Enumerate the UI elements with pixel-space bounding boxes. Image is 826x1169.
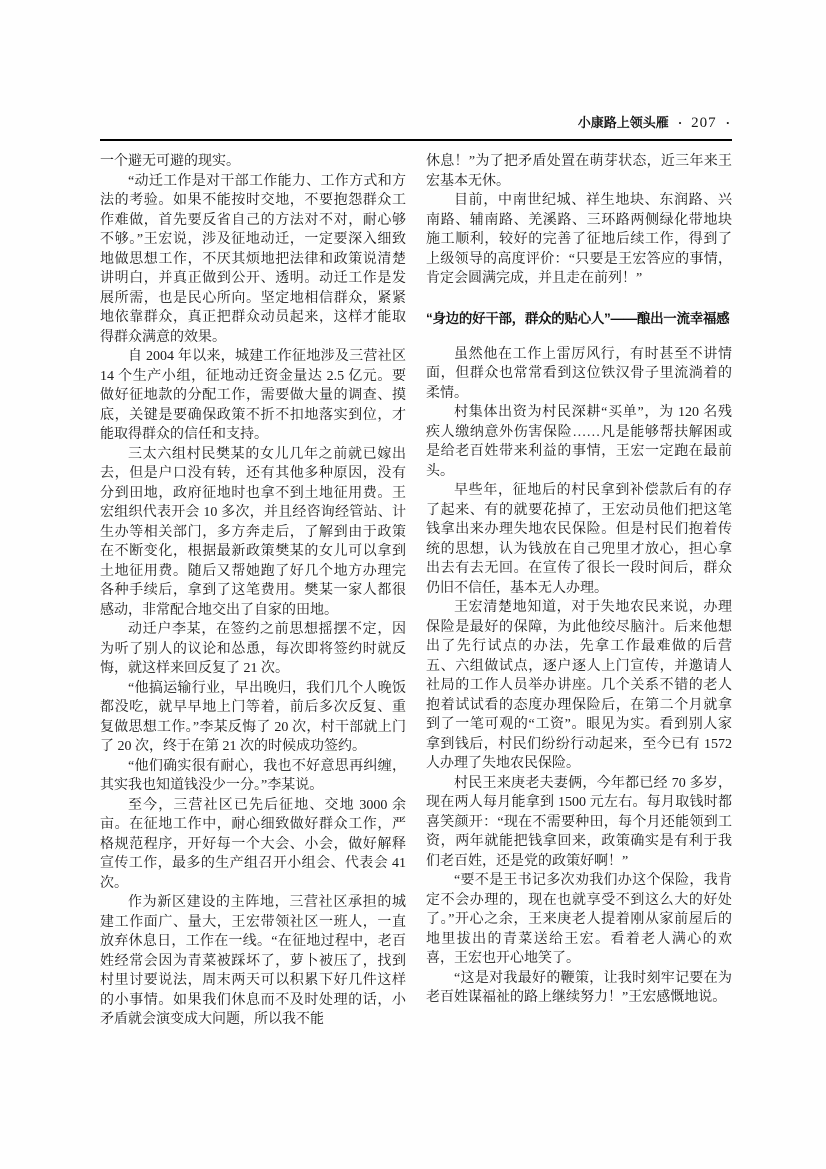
paragraph: 作为新区建设的主阵地，三营社区承担的城建工作面广、量大，王宏带领社区一班人，一直放弃休息日，工作在一线。“在征地过程中，老百姓经常会因为青菜被踩坏了，萝卜被压了，找到村里讨要说法，周末两天可以积累下好几件这样的小事情。如果我们休息而不及时处理的话，小矛盾就会演变成大问题，所以我不能 (100, 895, 406, 1027)
paragraph: 虽然他在工作上雷厉风行，有时甚至不讲情面，但群众也常常看到这位铁汉骨子里流淌着的柔情。 (426, 346, 732, 401)
paragraph: “这是对我最好的鞭策，让我时刻牢记要在为老百姓谋福祉的路上继续努力！”王宏感慨地说。 (426, 970, 732, 1005)
paragraph: 村集体出资为村民深耕“买单”，为 120 名残疾人缴纳意外伤害保险……凡是能够帮扶解困或是给老百姓带来利益的事情，王宏一定跑在最前头。 (426, 405, 732, 479)
right-column (426, 152, 732, 1030)
header-trailing-dot: · (725, 115, 730, 130)
running-title: 小康路上领头雁 (577, 115, 669, 130)
paragraph: 王宏清楚地知道，对于失地农民来说，办理保险是最好的保障，为此他绞尽脑汁。后来他想出了先行试点的办法，先拿工作最难做的后营五、六组做试点，逐户逐人上门宣传，并邀请人社局的工作人员举办讲座。几个关系不错的老人抱着试试看的态度办理保险后，在第二个月就拿到了一笔可观的“工资”。眼见为实。看到别人家拿到钱后，村民们纷纷行动起来，至今已有 1572 人办理了失地农民保险。 (426, 600, 732, 771)
paragraph: 至今，三营社区已先后征地、交地 3000 余亩。在征地工作中，耐心细致做好群众工作，严格规范程序，开好每一个大会、小会，做好解释宣传工作，最多的生产组召开小组会、代表会 41 次。 (100, 797, 406, 891)
paragraph: “要不是王书记多次劝我们办这个保险，我肯定不会办理的，现在也就享受不到这么大的好处了。”开心之余，王来庚老人提着刚从家前屋后的地里拔出的青菜送给王宏。看着老人满心的欢喜，王宏也开心地笑了。 (426, 873, 732, 966)
paragraph: 一个避无可避的现实。 (100, 154, 240, 169)
paragraph: 村民王来庚老夫妻俩，今年都已经 70 多岁，现在两人每月能拿到 1500 元左右。每月取钱时都喜笑颜开：“现在不需要种田，每个月还能领到工资，两年就能把钱拿回来，政策确实是有利于我们老百姓，还是党的政策好啊！” (426, 775, 732, 869)
header-rule (100, 139, 732, 141)
paragraph: 休息！”为了把矛盾处置在萌芽状态，近三年来王宏基本无休。 (426, 154, 732, 189)
paragraph: “他搞运输行业，早出晚归，我们几个人晚饭都没吃，就早早地上门等着，前后多次反复、重复做思想工作。”李某反悔了 20 次，村干部就上门了 20 次，终于在第 21 次的时候成功签约。 (100, 680, 406, 754)
left-column (100, 152, 406, 1030)
page-number: 207 (691, 115, 717, 131)
running-header (100, 112, 732, 139)
section-heading: “身边的好干部，群众的贴心人”——酿出一流幸福感 (426, 310, 730, 326)
paragraph: 目前，中南世纪城、祥生地块、东润路、兴南路、辅南路、羌溪路、三环路两侧绿化带地块施工顺利，较好的完善了征地后续工作，得到了上级领导的高度评价：“只要是王宏答应的事情，肯定会圆满完成，并且走在前列！” (426, 193, 732, 286)
paragraph: 动迁户李某，在签约之前思想摇摆不定，因为听了别人的议论和怂恿，每次即将签约时就反悔，就这样来回反复了 21 次。 (100, 622, 406, 676)
text-columns (100, 152, 732, 1030)
paragraph: 自 2004 年以来，城建工作征地涉及三营社区 14 个生产小组，征地动迁资金量达 2.5 亿元。要做好征地款的分配工作，需要做大量的调查、摸底，关键是要确保政策不折不扣地落实到位，才能取得群众的信任和支持。 (100, 349, 406, 442)
paragraph: 早些年，征地后的村民拿到补偿款后有的存了起来、有的就要花掉了，王宏动员他们把这笔钱拿出来办理失地农民保险。但是村民们抱着传统的思想，认为钱放在自己兜里才放心，担心拿出去有去无回。在宣传了很长一段时间后，群众仍旧不信任，基本无人办理。 (426, 483, 732, 596)
paragraph: “动迁工作是对干部工作能力、工作方式和方法的考验。如果不能按时交地，不要抱怨群众工作难做，首先要反省自己的方法对不对，耐心够不够。”王宏说，涉及征地动迁，一定要深入细致地做思想工作，不厌其烦地把法律和政策说清楚讲明白，并真正做到公开、透明。动迁工作是发展所需，也是民心所向。坚定地相信群众，紧紧地依靠群众，真正把群众动员起来，这样才能取得群众满意的效果。 (100, 173, 406, 345)
page-content (100, 112, 732, 1030)
paragraph: “他们确实很有耐心，我也不好意思再纠缠，其实我也知道钱没少一分。”李某说。 (100, 758, 406, 793)
paragraph: 三太六组村民樊某的女儿几年之前就已嫁出去，但是户口没有转，还有其他多种原因，没有分到田地，政府征地时也拿不到土地征用费。王宏组织代表开会 10 多次，并且经咨询经管站、计生办等相关部门，多方奔走后，了解到由于政策在不断变化，根据最新政策樊某的女儿可以拿到土地征用费。随后又帮她跑了好几个地方办理完各种手续后，拿到了这笔费用。樊某一家人都很感动，非常配合地交出了自家的田地。 (100, 446, 406, 618)
header-separator-dot: · (677, 115, 683, 130)
